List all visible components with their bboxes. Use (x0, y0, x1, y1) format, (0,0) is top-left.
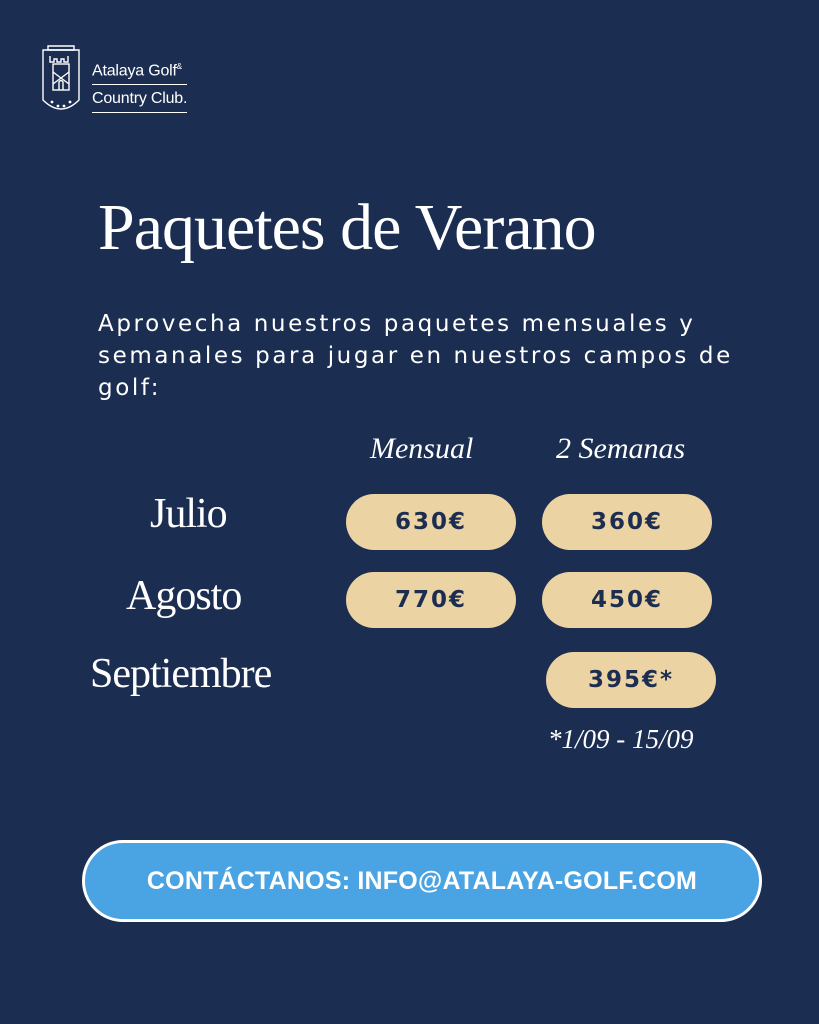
brand-line-2: Country Club. (92, 90, 187, 113)
month-label-julio: Julio (150, 491, 227, 537)
price-pill-agosto-two-weeks: 450€ (542, 572, 712, 628)
price-pill-agosto-monthly: 770€ (346, 572, 516, 628)
brand-name (92, 58, 187, 118)
contact-button[interactable]: CONTÁCTANOS: INFO@ATALAYA-GOLF.COM (82, 840, 762, 922)
price-pill-julio-two-weeks: 360€ (542, 494, 712, 550)
page-title: Paquetes de Verano (98, 191, 596, 264)
brand-ampersand: & (176, 62, 182, 71)
month-label-agosto: Agosto (126, 573, 242, 619)
column-header-two-weeks: 2 Semanas (556, 432, 686, 465)
brand-name-text: Atalaya Golf (92, 62, 177, 80)
column-header-monthly: Mensual (370, 432, 474, 465)
brand-logo (40, 44, 187, 120)
month-label-septiembre: Septiembre (90, 651, 272, 697)
price-pill-julio-monthly: 630€ (346, 494, 516, 550)
brand-line-1 (92, 58, 187, 85)
castle-crest-icon (40, 44, 82, 120)
intro-text: Aprovecha nuestros paquetes mensuales y semanales para jugar en nuestros campos de golf: (98, 311, 733, 401)
price-pill-septiembre-two-weeks: 395€* (546, 652, 716, 708)
date-footnote: *1/09 - 15/09 (548, 724, 694, 754)
